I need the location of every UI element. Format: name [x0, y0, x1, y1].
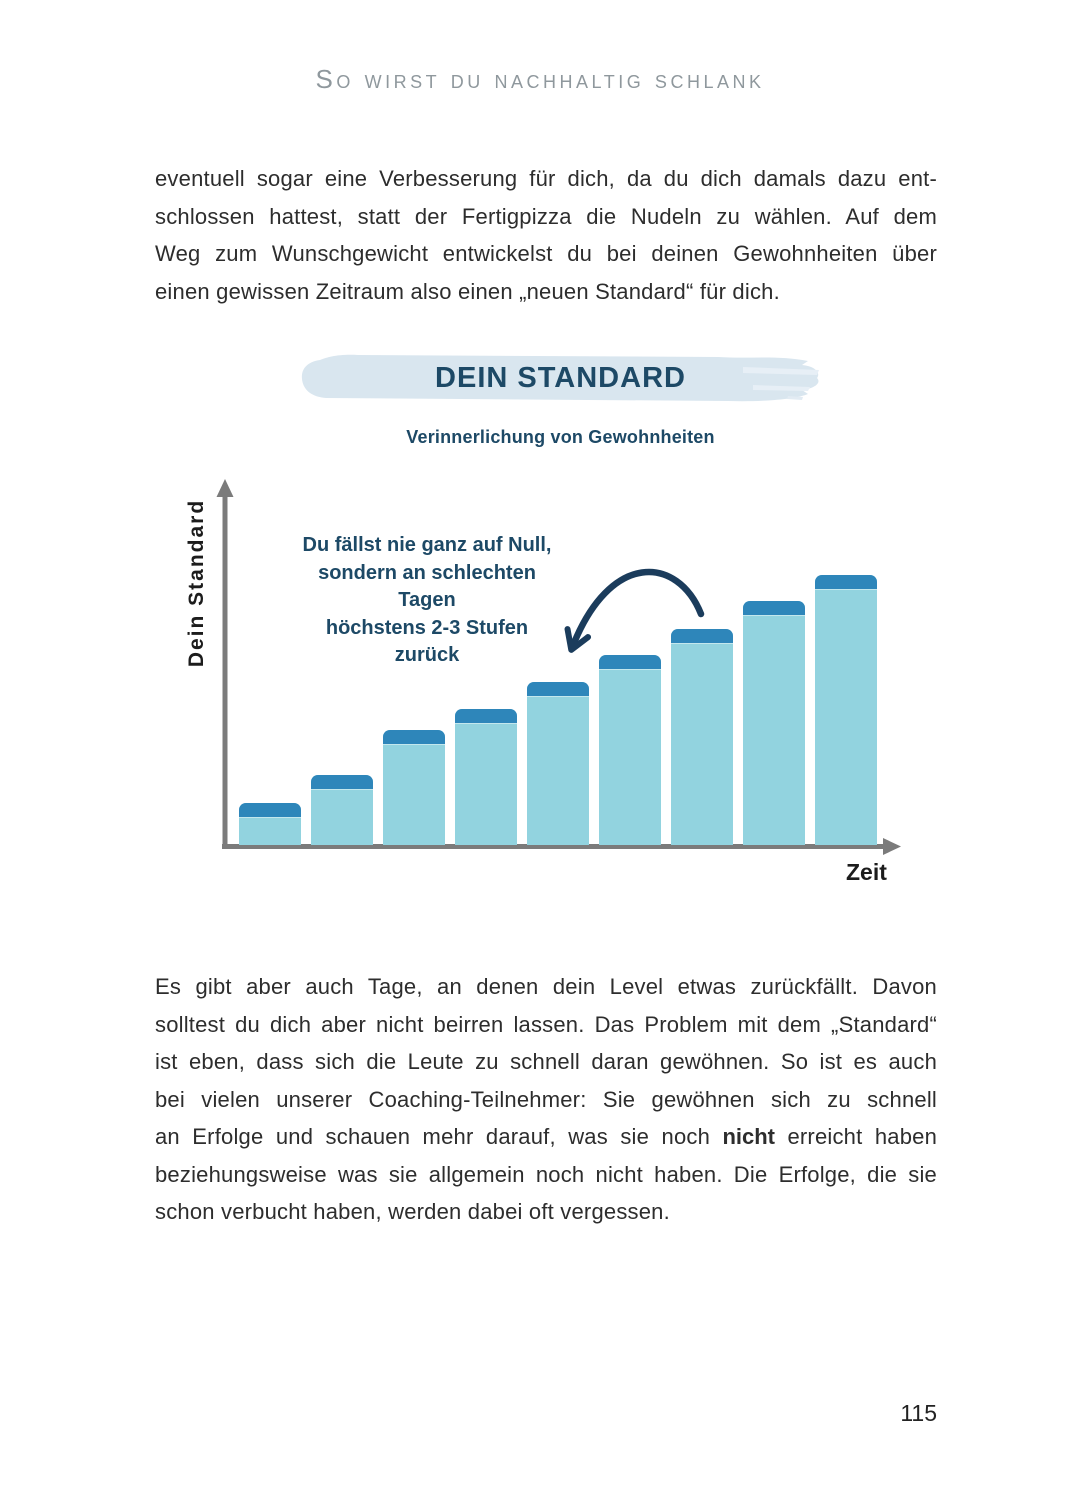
- bar: [599, 655, 661, 845]
- chart-title-banner: [298, 352, 823, 403]
- chart-title: DEIN STANDARD: [435, 362, 686, 394]
- annotation-line: sondern an schlechten Tagen: [318, 561, 536, 611]
- bar: [383, 730, 445, 845]
- paragraph-line: einen gewissen Zeitraum also einen „neuen Standard“ für dich.: [155, 278, 780, 304]
- bar: [527, 682, 589, 845]
- paragraph-line: schon verbucht haben, werden dabei oft vergessen.: [155, 1199, 670, 1224]
- bar: [239, 803, 301, 845]
- paragraph-line: schlossen hattest, statt der Fertigpizza die Nudeln zu wählen. Auf dem: [155, 203, 937, 229]
- y-axis-arrowhead-icon: [217, 479, 234, 497]
- bold-word: nicht: [722, 1124, 776, 1149]
- bar: [311, 775, 373, 845]
- annotation-line: Du fällst nie ganz auf Null,: [302, 534, 552, 556]
- paragraph-line: Weg zum Wunschgewicht entwickelst du bei deinen Gewohnheiten über: [155, 241, 937, 266]
- paragraph-2: [155, 968, 937, 1231]
- chart-subtitle: Verinnerlichung von Gewohnheiten: [406, 427, 715, 447]
- bar-cap: [311, 775, 373, 789]
- paragraph-line: Es gibt aber auch Tage, an denen dein Level etwas zurückfällt. Davon: [155, 974, 937, 999]
- bar: [743, 601, 805, 845]
- bar-cap: [239, 803, 301, 817]
- bar-cap: [743, 601, 805, 615]
- page-number: 115: [900, 1400, 937, 1426]
- annotation-line: höchstens 2-3 Stufen zurück: [325, 616, 529, 666]
- bar: [455, 709, 517, 845]
- paragraph-line: ist eben, dass sich die Leute zu schnell daran gewöhnen. So ist es auch: [155, 1049, 937, 1074]
- bar-group: [239, 575, 899, 845]
- x-axis-label: Zeit: [846, 859, 887, 885]
- bar-cap: [671, 629, 733, 643]
- text-segment: an Erfolge und schauen mehr darauf, was sie noch: [155, 1124, 711, 1149]
- paragraph-line: [155, 1118, 937, 1156]
- bar-cap: [815, 575, 877, 589]
- paragraph-1: [155, 160, 937, 310]
- paragraph-line: bei vielen unserer Coaching-Teilnehmer: Sie gewöhnen sich zu schnell: [155, 1086, 937, 1112]
- running-head: So wirst du nachhaltig schlank: [315, 64, 765, 94]
- bar-cap: [383, 730, 445, 744]
- y-axis-label: Dein Standard: [185, 498, 208, 668]
- bar: [815, 575, 877, 845]
- bar-cap: [599, 655, 661, 669]
- bar-cap: [455, 709, 517, 723]
- bar: [671, 629, 733, 845]
- paragraph-line: beziehungsweise was sie allgemein noch nicht haben. Die Erfolge, die sie: [155, 1161, 937, 1187]
- text-segment: erreicht haben: [787, 1124, 938, 1149]
- paragraph-line: solltest du dich aber nicht beirren lassen. Das Problem mit dem „Standard“: [155, 1011, 937, 1037]
- bar-cap: [527, 682, 589, 696]
- paragraph-line: eventuell sogar eine Verbesserung für dich, da du dich damals dazu ent-: [155, 166, 937, 191]
